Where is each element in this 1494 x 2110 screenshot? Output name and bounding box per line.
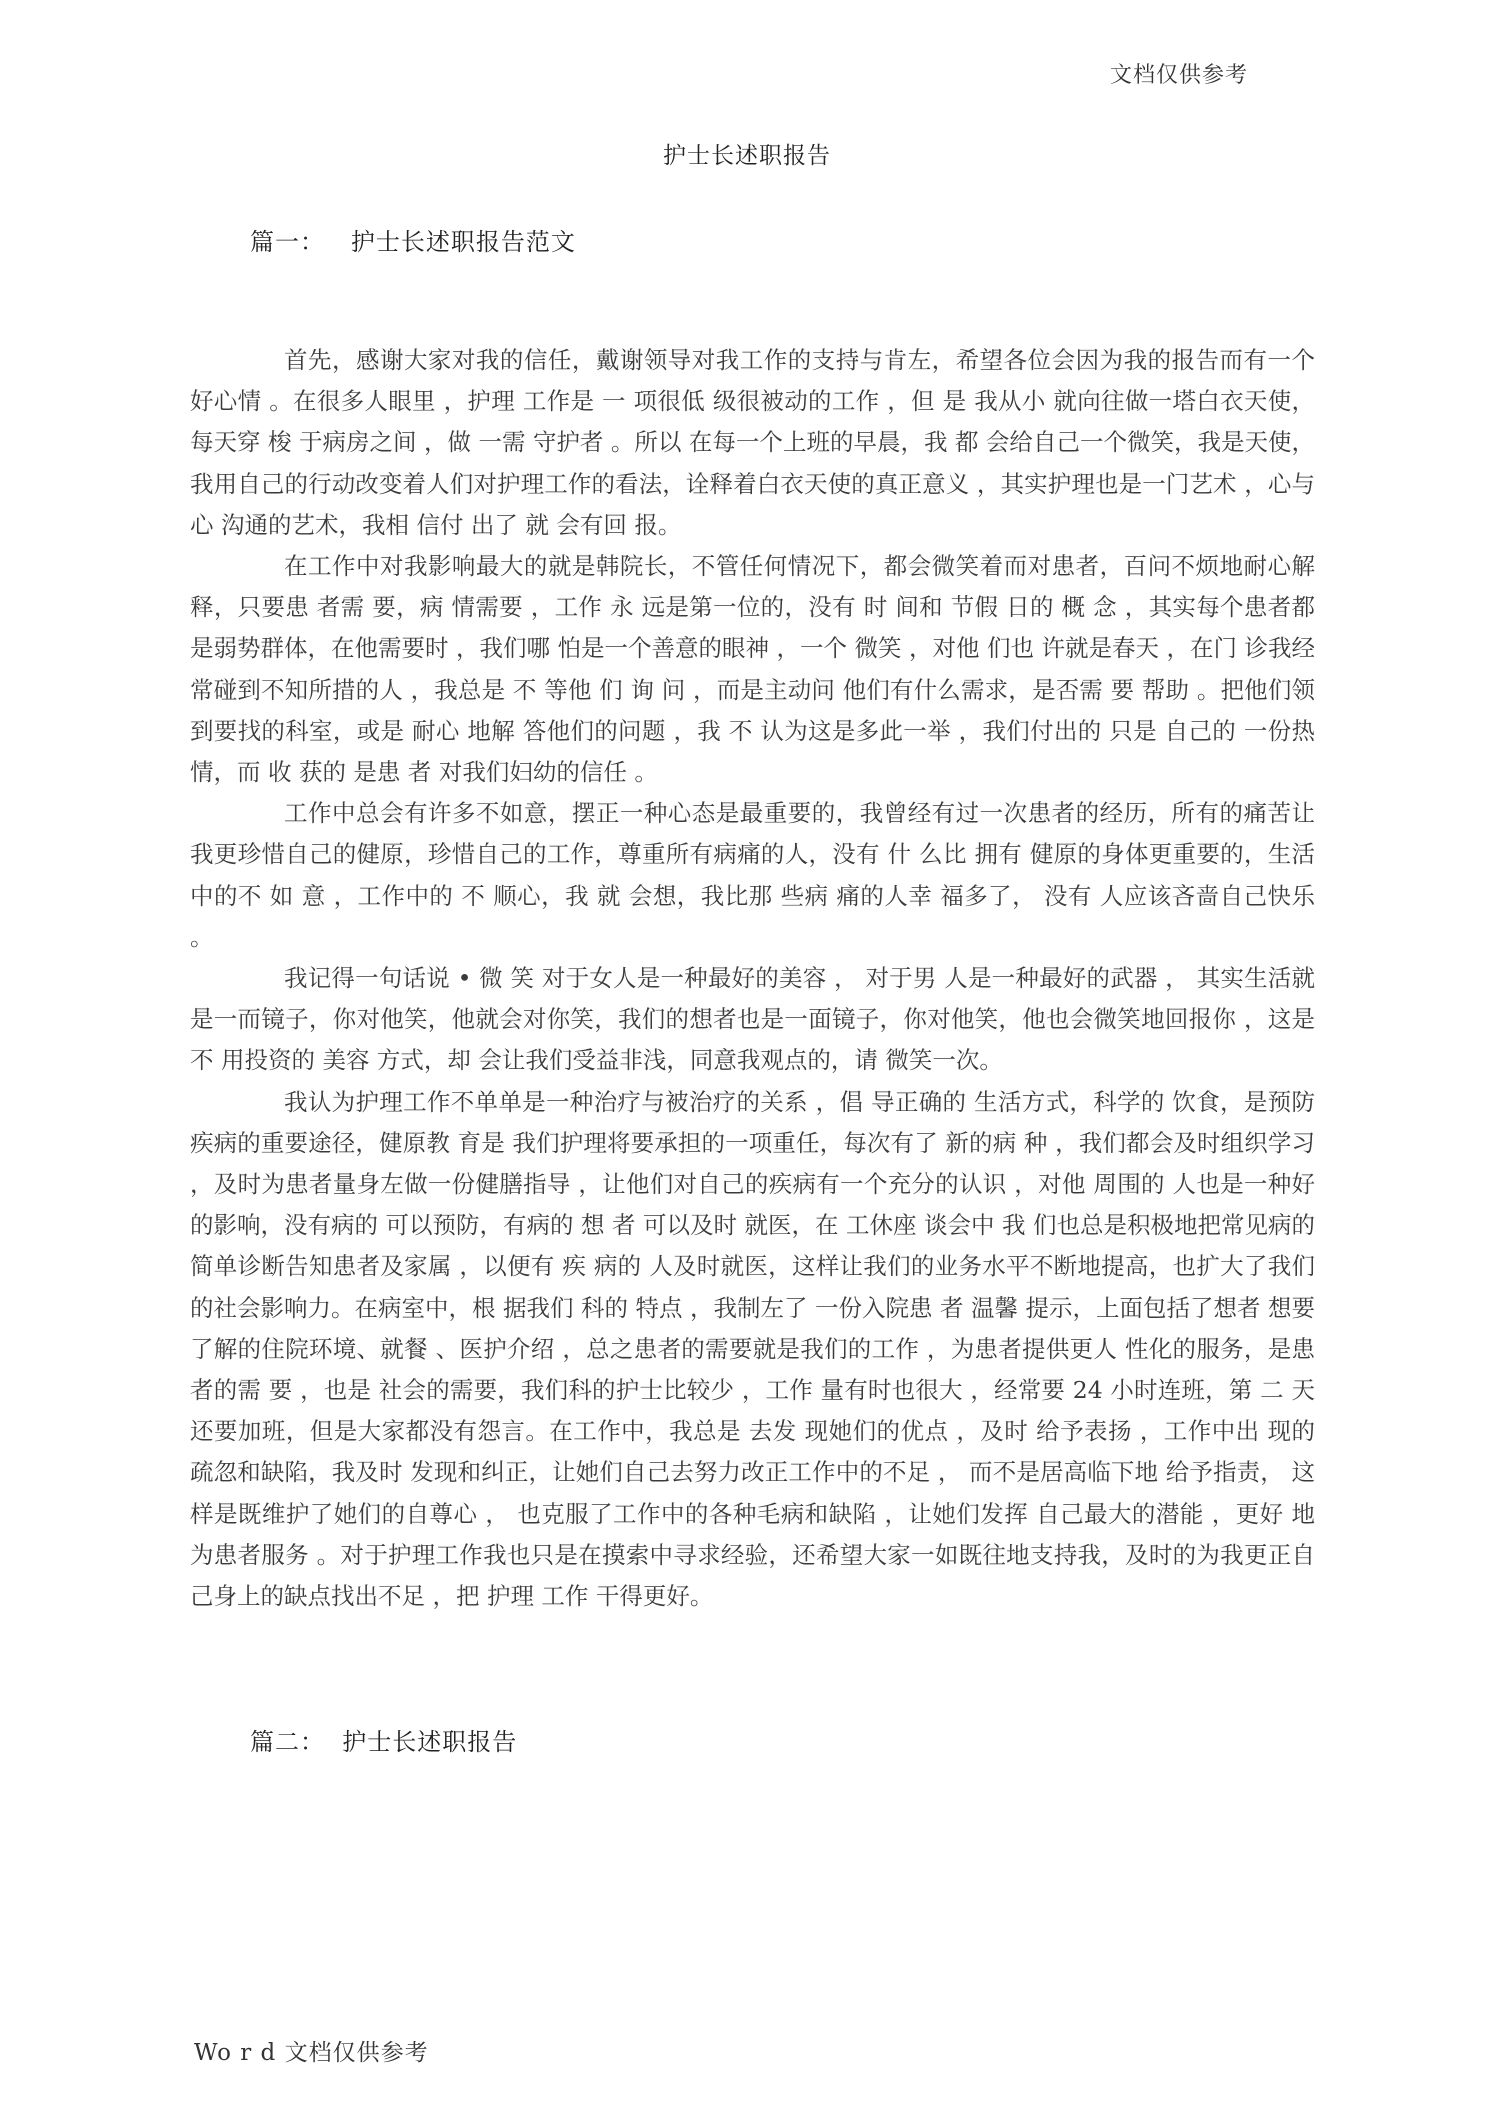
paragraph: 首先，感谢大家对我的信任，戴谢领导对我工作的支持与肯左，希望各位会因为我的报告而有一个好心情 。在很多人眼里 ，护理 工作是 一 项很低 级很被动的工作 ，但 是 我从小 就向往做一塔白衣天使，每天穿 梭 于病房之间 ，做 一需 守护者 。所以 在每一个上班的早晨，我 都 会给自己一个微笑，我是天使，我用自己的行动改变着人们对护理工作的看法，诠释着白衣天使的真正意义 ，其实护理也是一门艺术 ，心与心 沟通的艺术，我相 信付 出了 就 会有回 报。	[190, 346, 1315, 539]
section-heading-2: 篇二： 护士长述职报告	[250, 1728, 518, 1756]
page-title: 护士长述职报告	[663, 143, 831, 169]
paragraph: 我记得一句话说 • 微 笑 对于女人是一种最好的美容 ， 对于男 人是一种最好的武器 ， 其实生活就是一而镜子，你对他笑，他就会对你笑，我们的想者也是一面镜子，你对他笑，他也会微笑地回报你 ，这是 不 用投资的 美容 方式，却 会让我们受益非浅，同意我观点的，请 微笑一次。	[190, 964, 1315, 1075]
footer-note: Wo r d 文档仅供参考	[194, 2040, 429, 2066]
paragraph: 工作中总会有许多不如意，摆正一种心态是最重要的，我曾经有过一次患者的经历，所有的痛苦让我更珍惜自己的健原，珍惜自己的工作，尊重所有病痛的人，没有 什 么比 拥有 健原的身体更重要的，生活中的不 如 意 ，工作中的 不 顺心，我 就 会想，我比那 些病 痛的人幸 福多了， 没有 人应该吝啬自己快乐 。	[190, 799, 1315, 951]
header-note: 文档仅供参考	[1110, 63, 1249, 88]
section-heading-1: 篇一： 护士长述职报告范文	[250, 228, 576, 256]
paragraph: 我认为护理工作不单单是一种治疗与被治疗的关系 ，倡 导正确的 生活方式，科学的 饮食，是预防疾病的重要途径，健原教 育是 我们护理将要承担的一项重任，每次有了 新的病 种 ，我们都会及时组织学习 ，及时为患者量身左做一份健膳指导 ，让他们对自己的疾病有一个充分的认识 ，对他 周围的 人也是一种好的影响，没有病的 可以预防，有病的 想 者 可以及时 就医，在 工休座 谈会中 我 们也总是积极地把常见病的简单诊断告知患者及家属 ，以便有 疾 病的 人及时就医，这样让我们的业务水平不断地提高，也扩大了我们的社会影响力。在病室中，根 据我们 科的 特点 ，我制左了 一份入院患 者 温馨 提示，上面包括了想者 想要了解的住院环境、就餐 、医护介绍 ，总之患者的需要就是我们的工作 ，为患者提供更人 性化的服务，是患 者的需 要 ，也是 社会的需要，我们科的护士比较少 ，工作 量有时也很大 ，经常要 24 小时连班，第 二 天还要加班，但是大家都没有怨言。在工作中，我总是 去发 现她们的优点 ，及时 给予表扬 ，工作中出 现的 疏忽和缺陷，我及时 发现和纠正，让她们自己去努力改正工作中的不足 ， 而不是居高临下地 给予指责， 这样是既维护了她们的自尊心 ， 也克服了工作中的各种毛病和缺陷 ，让她们发挥 自己最大的潜能 ，更好 地为患者服务 。对于护理工作我也只是在摸索中寻求经验，还希望大家一如既往地支持我，及时的为我更正自己身上的缺点找出不足 ，把 护理 工作 干得更好。	[190, 1087, 1315, 1611]
paragraph: 在工作中对我影响最大的就是韩院长，不管任何情况下，都会微笑着而对患者，百问不烦地耐心解释，只要患 者需 要，病 情需要 ，工作 永 远是第一位的，没有 时 间和 节假 日的 概 念 ，其实每个患者都是弱势群体，在他需要时 ，我们哪 怕是一个善意的眼神 ，一个 微笑 ，对他 们也 许就是春天 ，在门 诊我经常碰到不知所措的人 ，我总是 不 等他 们 询 问 ，而是主动问 他们有什么需求，是否需 要 帮助 。把他们领到要找的科室，或是 耐心 地解 答他们的问题 ，我 不 认为这是多此一举 ，我们付出的 只是 自己的 一份热 情，而 收 获的 是患 者 对我们妇幼的信任 。	[190, 552, 1315, 787]
body-text	[190, 340, 1315, 1617]
